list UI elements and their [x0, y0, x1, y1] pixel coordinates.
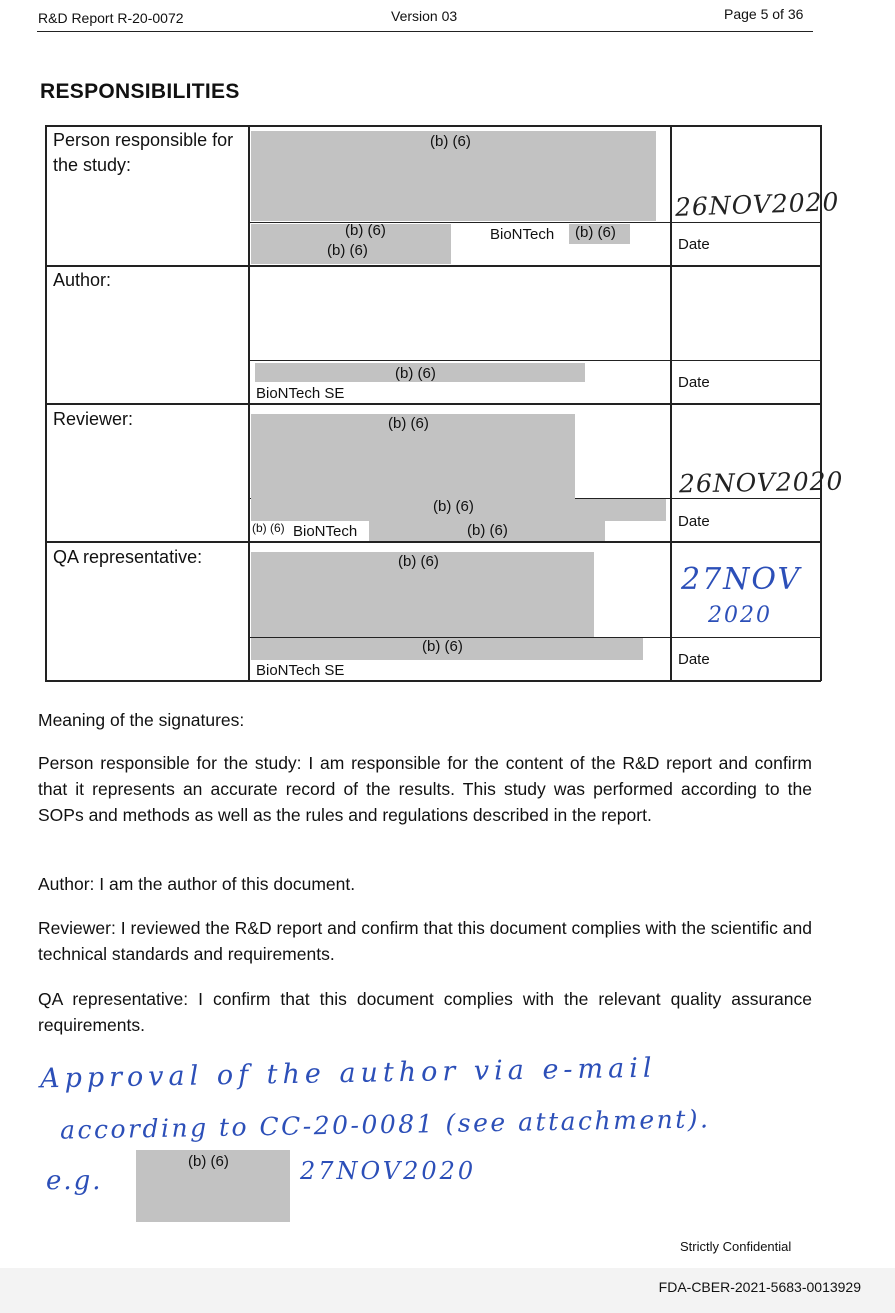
signature-line — [248, 360, 821, 361]
redaction-code: (b) (6) — [575, 224, 616, 241]
handwritten-date-line1: 27NOV — [681, 562, 802, 597]
row-separator — [45, 541, 821, 543]
company-name: BioNTech SE — [256, 385, 345, 402]
row-separator — [45, 403, 821, 405]
row-label-study: Person responsible for the study: — [53, 130, 234, 175]
date-label: Date — [678, 651, 710, 668]
report-id: R&D Report R-20-0072 — [38, 10, 184, 26]
row-label-reviewer: Reviewer: — [53, 409, 134, 429]
handwritten-date: 26NOV2020 — [674, 187, 840, 222]
redaction-code: (b) (6) — [345, 222, 386, 239]
row-label-author: Author: — [53, 270, 112, 290]
redaction-code: (b) (6) — [422, 638, 463, 655]
table-border-top — [45, 125, 821, 127]
redaction-code: (b) (6) — [388, 415, 429, 432]
redaction-code: (b) (6) — [252, 521, 285, 535]
signature-line — [248, 222, 821, 223]
document-number: FDA-CBER-2021-5683-0013929 — [658, 1279, 861, 1295]
redaction-code: (b) (6) — [398, 553, 439, 570]
redaction-code: (b) (6) — [433, 498, 474, 515]
section-title: RESPONSIBILITIES — [40, 80, 240, 103]
paragraph-author: Author: I am the author of this document. — [38, 874, 356, 894]
redaction-code: (b) (6) — [467, 522, 508, 539]
row-label-qa: QA representative: — [53, 547, 203, 567]
handwritten-line-3-date: 27NOV2020 — [300, 1157, 477, 1185]
paragraph-study: Person responsible for the study: I am responsible for the content of the R&D report and confirm that it represents an accurate record of the results. This study was performed according to the SOPs and methods as well as the rules and regulations described in the report. — [38, 753, 812, 825]
handwritten-line-1: Approval of the author via e-mail — [39, 1052, 657, 1095]
handwritten-date-line2: 2020 — [708, 603, 772, 628]
redaction-code: (b) (6) — [395, 365, 436, 382]
handwritten-line-3-prefix: e.g. — [46, 1166, 103, 1196]
page-number: Page 5 of 36 — [724, 6, 804, 22]
paragraph-qa: QA representative: I confirm that this document complies with the relevant quality assurance requirements. — [38, 989, 812, 1035]
date-label: Date — [678, 513, 710, 530]
company-name: BioNTech — [490, 226, 555, 243]
company-name: BioNTech SE — [256, 662, 345, 679]
date-label: Date — [678, 236, 710, 253]
row-separator — [45, 265, 821, 267]
redaction-code: (b) (6) — [327, 242, 368, 259]
handwritten-line-2: according to CC-20-0081 (see attachment). — [59, 1104, 711, 1145]
header-rule — [37, 31, 813, 32]
company-name: BioNTech — [293, 523, 358, 540]
confidentiality-label: Strictly Confidential — [680, 1239, 792, 1254]
version-label: Version 03 — [391, 8, 458, 24]
handwritten-date: 26NOV2020 — [678, 466, 844, 499]
meaning-heading: Meaning of the signatures: — [38, 710, 245, 730]
date-label: Date — [678, 374, 710, 391]
paragraph-reviewer: Reviewer: I reviewed the R&D report and confirm that this document complies with the scientific and technical standards and requirements. — [38, 918, 812, 964]
redaction-code: (b) (6) — [430, 133, 471, 150]
table-border-bottom — [45, 680, 821, 682]
redaction-code: (b) (6) — [188, 1153, 229, 1170]
